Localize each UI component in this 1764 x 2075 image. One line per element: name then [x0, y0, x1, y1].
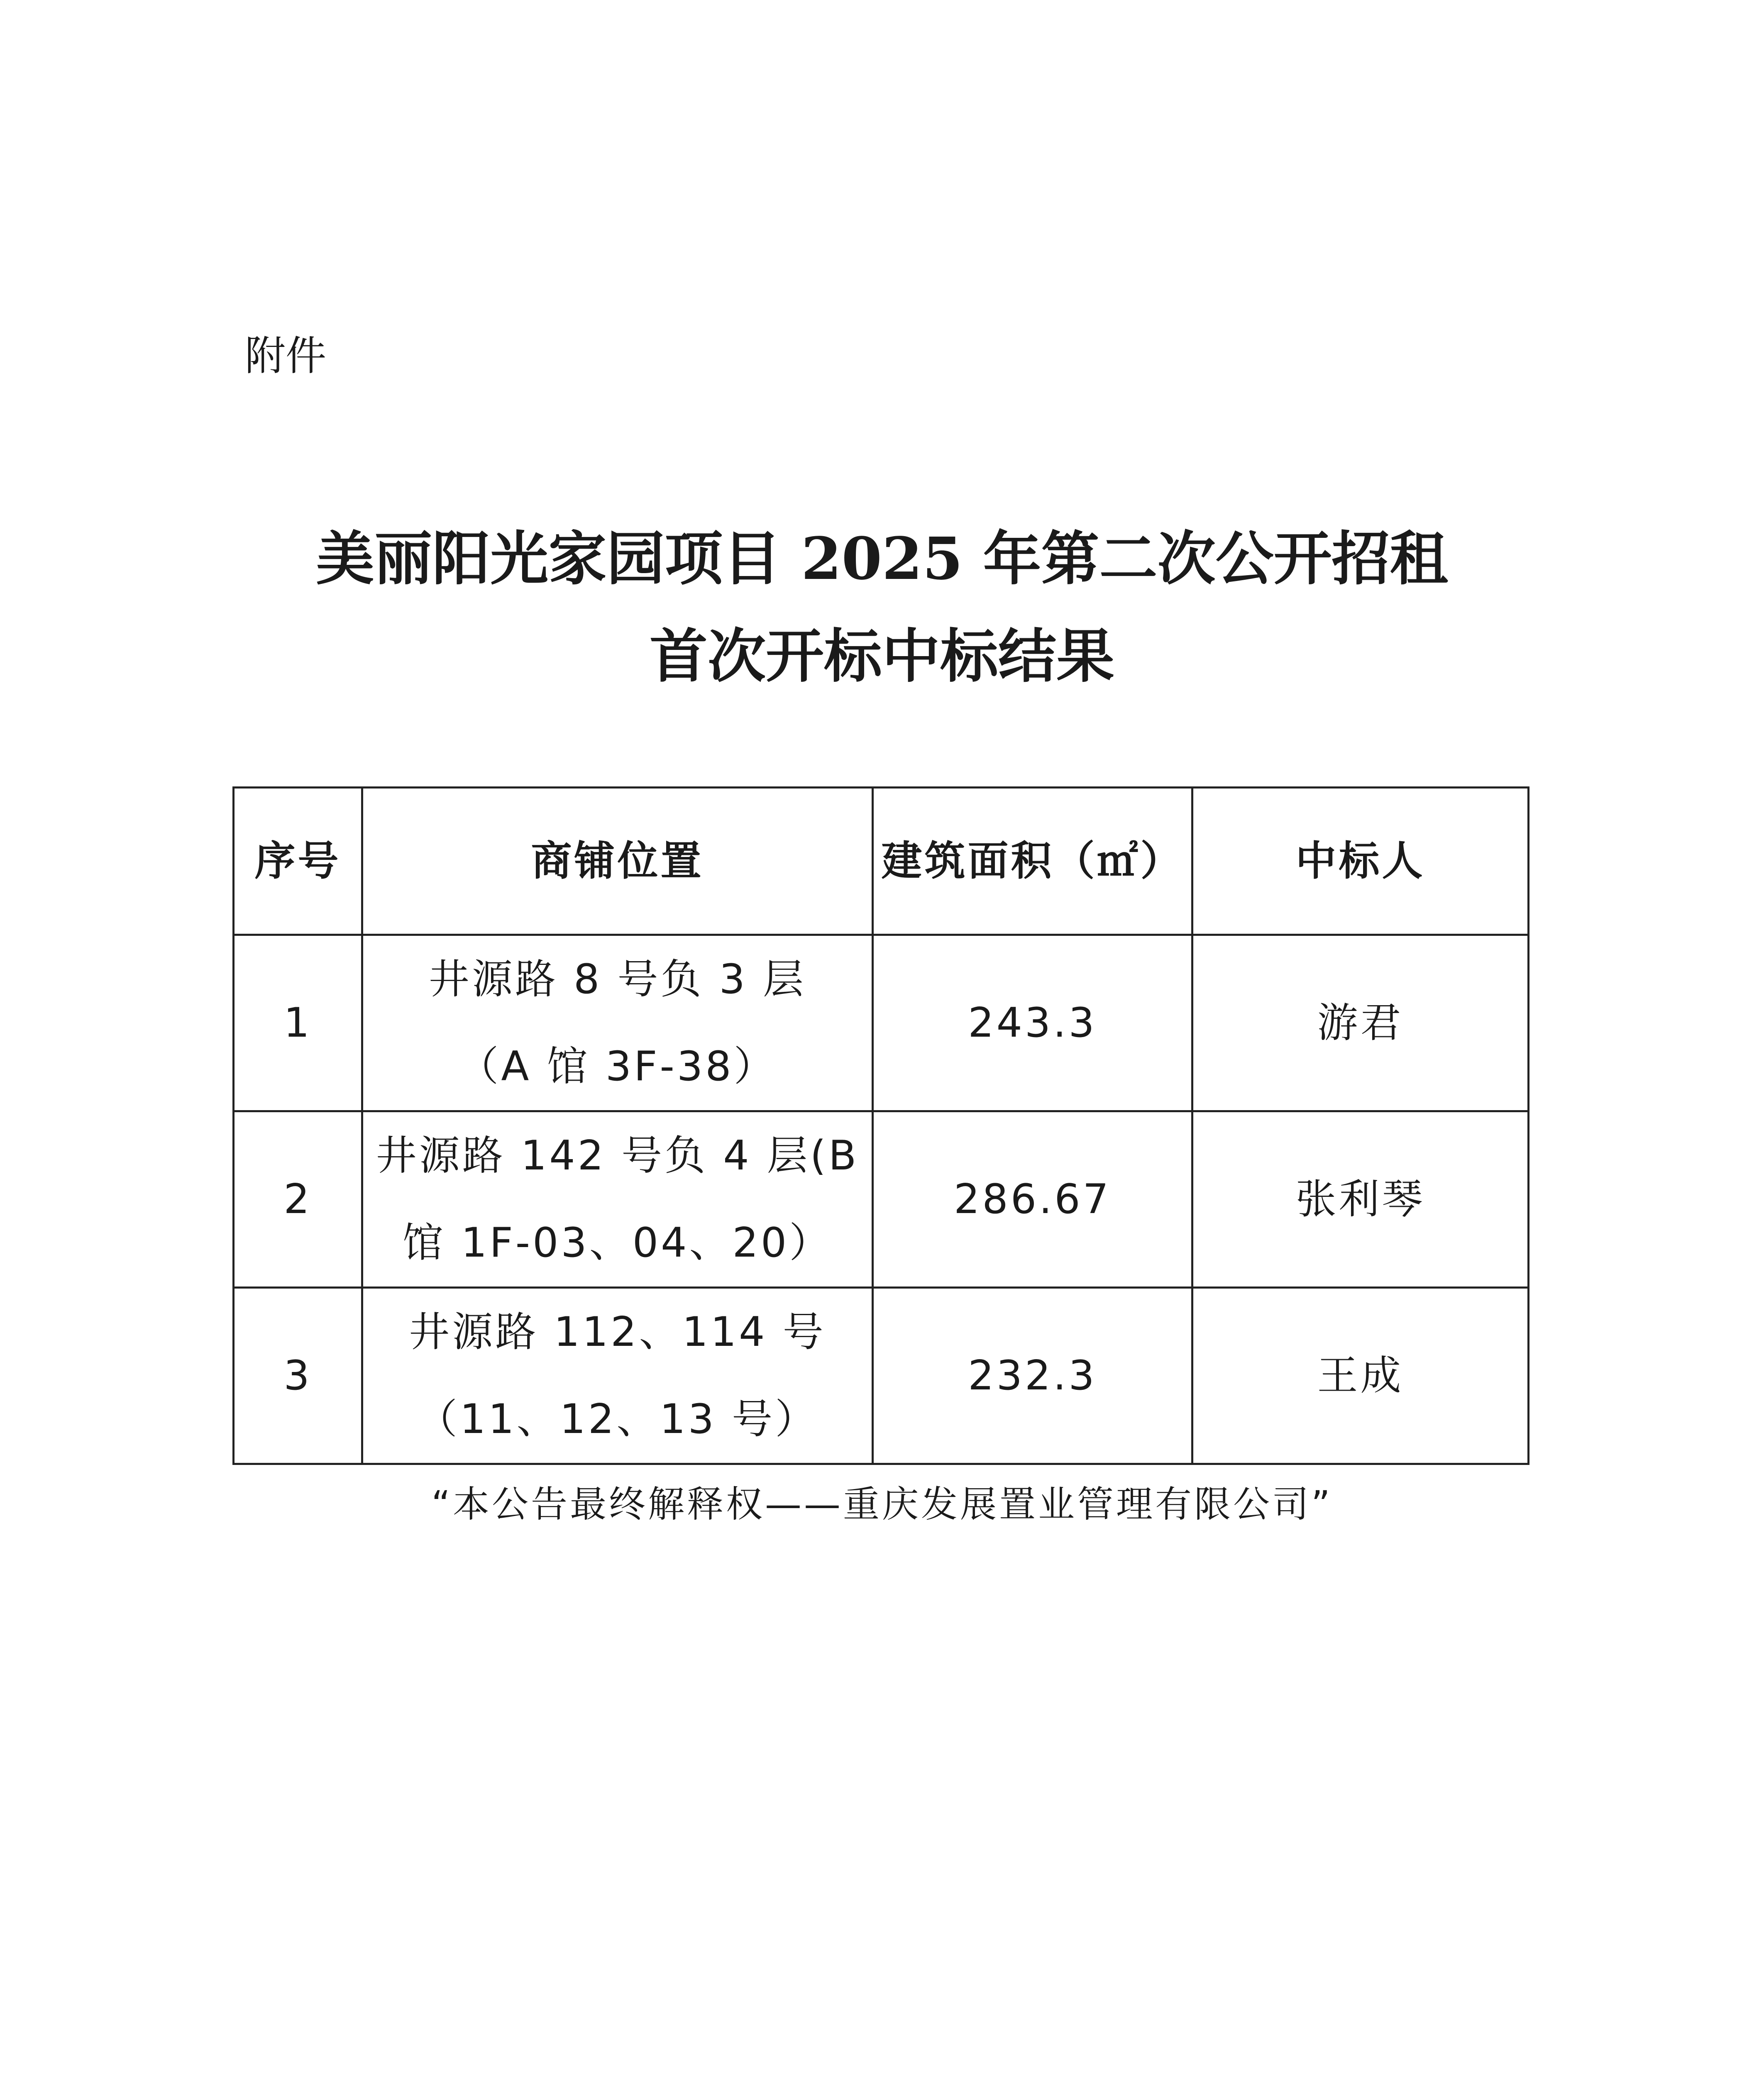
location-line-1: 井源路 142 号负 4 层(B — [376, 1132, 859, 1179]
header-no: 序号 — [234, 788, 362, 935]
cell-no: 2 — [234, 1111, 362, 1288]
cell-winner: 游君 — [1192, 935, 1529, 1111]
cell-winner: 王成 — [1192, 1288, 1529, 1464]
cell-location — [362, 1288, 873, 1464]
header-area: 建筑面积（㎡） — [873, 788, 1192, 935]
table-row — [234, 1111, 1529, 1288]
location-line-2: （11、12、13 号） — [416, 1396, 818, 1443]
cell-location — [362, 935, 873, 1111]
header-location: 商铺位置 — [362, 788, 873, 935]
title-line-1: 美丽阳光家园项目 2025 年第二次公开招租 — [316, 525, 1448, 593]
document-title — [0, 510, 1764, 706]
cell-location — [362, 1111, 873, 1288]
table-header-row — [234, 788, 1529, 935]
table-row — [234, 935, 1529, 1111]
footnote: “本公告最终解释权——重庆发展置业管理有限公司” — [431, 1483, 1333, 1526]
cell-area: 243.3 — [873, 935, 1192, 1111]
title-line-2: 首次开标中标结果 — [649, 622, 1114, 691]
table-row — [234, 1288, 1529, 1464]
attachment-label: 附件 — [245, 332, 327, 380]
cell-no: 3 — [234, 1288, 362, 1464]
cell-no: 1 — [234, 935, 362, 1111]
location-line-2: （A 馆 3F-38） — [458, 1043, 777, 1090]
cell-area: 286.67 — [873, 1111, 1192, 1288]
results-table — [232, 786, 1529, 1465]
cell-winner: 张利琴 — [1192, 1111, 1529, 1288]
location-line-1: 井源路 8 号负 3 层 — [428, 956, 806, 1003]
cell-area: 232.3 — [873, 1288, 1192, 1464]
location-line-2: 馆 1F-03、04、20） — [402, 1219, 833, 1267]
header-winner: 中标人 — [1192, 788, 1529, 935]
location-line-1: 井源路 112、114 号 — [409, 1308, 826, 1356]
